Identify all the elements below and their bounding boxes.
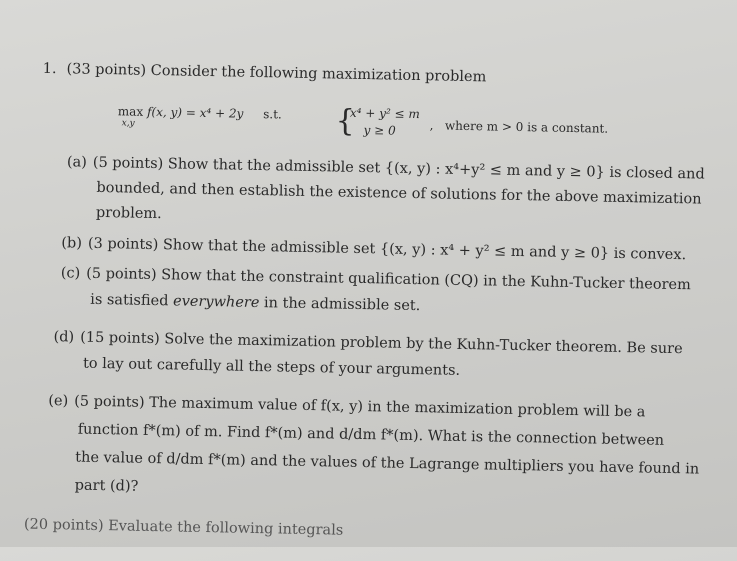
part-e-label: (e) <box>48 393 69 410</box>
part-a-line3: problem. <box>95 204 162 223</box>
part-c-text1: (5 points) Show that the constraint qualification (CQ) in the Kuhn-Tucker theorem <box>86 265 691 294</box>
question-header <box>43 61 487 86</box>
subject-to: s.t. <box>263 107 282 122</box>
formula-comma: , <box>429 118 434 133</box>
part-e-line3: the value of d/dm f*(m) and the values of the Lagrange multipliers you have found in <box>75 449 700 478</box>
part-c-line1 <box>61 265 691 293</box>
part-a-label: (a) <box>66 154 88 171</box>
next-question-cutoff: (20 points) Evaluate the following integrals <box>23 516 344 539</box>
part-b-text1: (3 points) Show that the admissible set {(x, y) : x⁴ + y² ≤ m and y ≥ 0} is convex. <box>87 235 687 264</box>
part-c-label: (c) <box>60 265 81 282</box>
part-c-emphasis: everywhere <box>172 293 260 312</box>
objective-function: f(x, y) = x⁴ + 2y <box>146 104 244 121</box>
part-d-line2: to lay out carefully all the steps of your arguments. <box>82 355 461 379</box>
constraint-system <box>349 105 420 140</box>
question-header-text: (33 points) Consider the following maximization problem <box>66 61 487 86</box>
part-a-line2: bounded, and then establish the existence of solutions for the above maximization <box>96 179 702 208</box>
max-word: max <box>117 104 144 119</box>
part-d-label: (d) <box>53 329 75 346</box>
part-e-text1: (5 points) The maximum value of f(x, y) in the maximization problem will be a <box>74 393 646 421</box>
part-a-line1 <box>67 154 705 182</box>
part-b-line1 <box>61 235 686 263</box>
where-clause: where m > 0 is a constant. <box>444 118 609 136</box>
part-c-text2a: is satisfied <box>90 291 174 310</box>
part-e-line1 <box>48 393 645 420</box>
part-a-text1: (5 points) Show that the admissible set {(x, y) : x⁴+y² ≤ m and y ≥ 0} is closed and <box>92 154 705 183</box>
part-d-text1: (15 points) Solve the maximization problem by the Kuhn-Tucker theorem. Be sure <box>79 329 683 358</box>
constraint-brace: { <box>335 103 356 139</box>
max-operator <box>117 104 144 129</box>
part-d-line1 <box>53 329 682 357</box>
part-b-label: (b) <box>61 235 83 252</box>
part-e-line4: part (d)? <box>74 477 139 495</box>
part-e-line2: function f*(m) of m. Find f*(m) and d/dm f*(m). What is the connection between <box>77 421 665 449</box>
question-number: 1. <box>42 60 57 78</box>
constant-note <box>430 118 609 135</box>
maximization-formula <box>117 103 609 139</box>
part-c-text2b: in the admissible set. <box>259 295 421 315</box>
constraint-1: x⁴ + y² ≤ m <box>349 105 420 122</box>
max-subscript: x,y <box>121 118 135 129</box>
constraint-2: y ≥ 0 <box>363 123 396 138</box>
part-c-line2 <box>90 292 420 314</box>
